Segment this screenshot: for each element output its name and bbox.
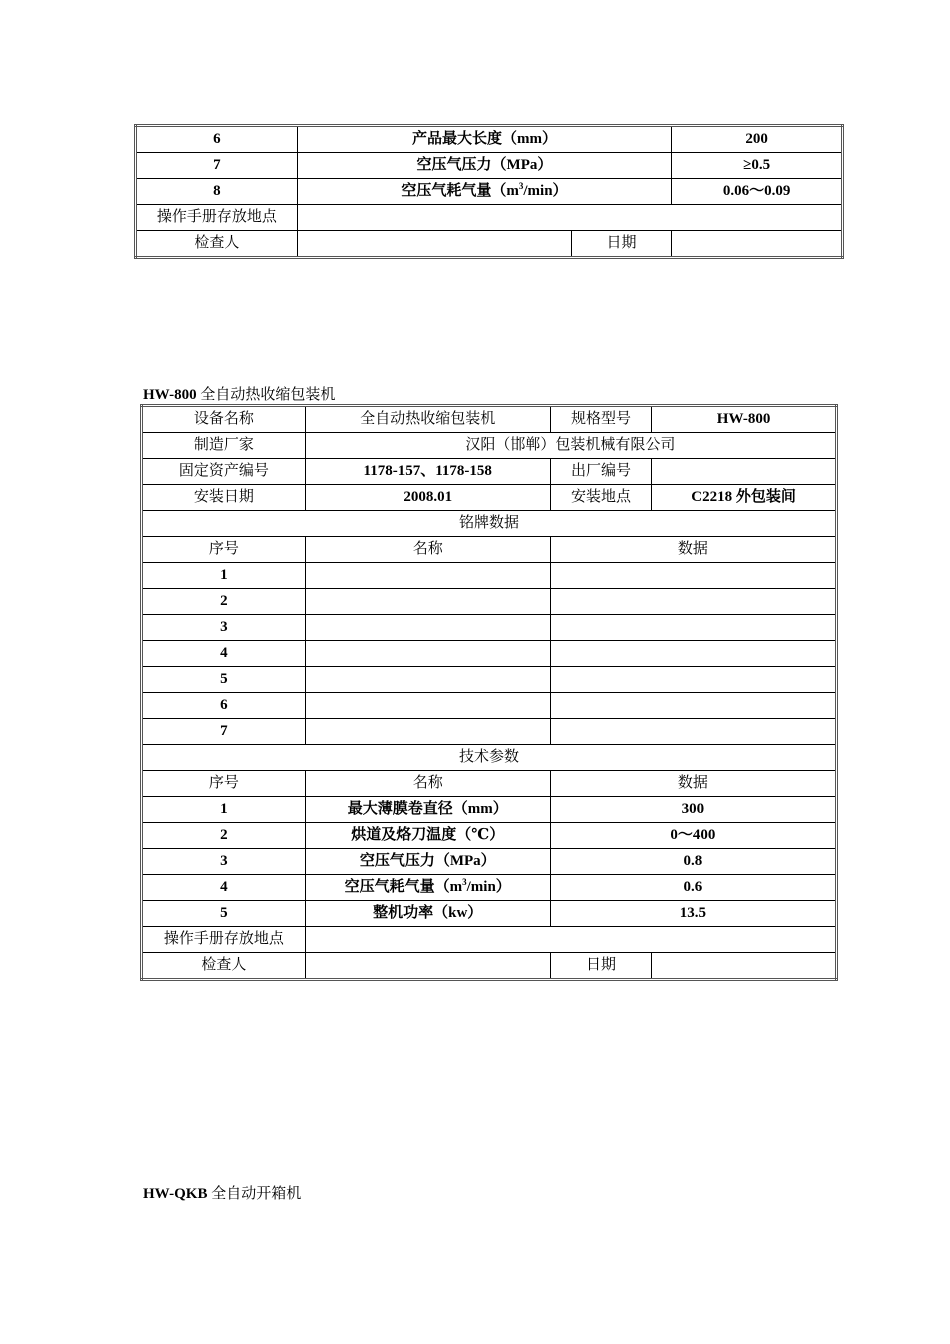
param-value bbox=[550, 563, 836, 589]
section-heading bbox=[143, 1182, 301, 1203]
table-row bbox=[142, 849, 837, 875]
param-name: 空压气压力（MPa） bbox=[297, 153, 672, 179]
param-value bbox=[550, 667, 836, 693]
row-number: 3 bbox=[142, 849, 306, 875]
table-row bbox=[142, 667, 837, 693]
col-header-name: 名称 bbox=[305, 771, 550, 797]
param-value: 0.06～0.09 bbox=[672, 179, 843, 205]
col-header-name: 名称 bbox=[305, 537, 550, 563]
table-row bbox=[136, 126, 843, 153]
inspector-row bbox=[142, 953, 837, 980]
table-row bbox=[142, 459, 837, 485]
param-name: 空压气耗气量$(m^3/\min)$ bbox=[297, 179, 672, 205]
section-heading bbox=[143, 383, 335, 404]
param-name: 烘道及烙刀温度（℃） bbox=[305, 823, 550, 849]
table-row bbox=[142, 797, 837, 823]
table-row bbox=[142, 433, 837, 459]
row-number: 1 bbox=[142, 563, 306, 589]
heading-code: HW-QKB bbox=[143, 1186, 208, 1202]
manual-location-label: 操作手册存放地点 bbox=[142, 927, 306, 953]
col-header-no: 序号 bbox=[142, 537, 306, 563]
equipment-table-continued bbox=[134, 124, 844, 259]
manufacturer-label: 制造厂家 bbox=[142, 433, 306, 459]
param-value bbox=[550, 589, 836, 615]
row-number: 8 bbox=[136, 179, 298, 205]
row-number: 3 bbox=[142, 615, 306, 641]
param-value: 0～400 bbox=[550, 823, 836, 849]
column-header-row bbox=[142, 771, 837, 797]
row-number: 1 bbox=[142, 797, 306, 823]
column-header-row bbox=[142, 537, 837, 563]
row-number: 6 bbox=[136, 126, 298, 153]
table-row bbox=[136, 179, 843, 205]
param-name: 产品最大长度（mm） bbox=[297, 126, 672, 153]
row-number: 5 bbox=[142, 901, 306, 927]
device-name-label: 设备名称 bbox=[142, 406, 306, 433]
manufacturer-value: 汉阳（邯郸）包装机械有限公司 bbox=[305, 433, 836, 459]
install-location-value: C2218 外包装间 bbox=[652, 485, 837, 511]
manual-location-value bbox=[305, 927, 836, 953]
col-header-data: 数据 bbox=[550, 537, 836, 563]
table-row bbox=[142, 563, 837, 589]
param-name: 空压气耗气量$(m^3/\min)$ bbox=[305, 875, 550, 901]
param-name bbox=[305, 641, 550, 667]
param-value bbox=[550, 693, 836, 719]
param-value: 0.6 bbox=[550, 875, 836, 901]
table-row bbox=[142, 641, 837, 667]
row-number: 2 bbox=[142, 589, 306, 615]
param-name bbox=[305, 615, 550, 641]
table-row bbox=[142, 615, 837, 641]
manual-location-row bbox=[142, 927, 837, 953]
table-row bbox=[142, 901, 837, 927]
section-row bbox=[142, 745, 837, 771]
date-value bbox=[672, 231, 843, 258]
row-number: 2 bbox=[142, 823, 306, 849]
table-row bbox=[142, 823, 837, 849]
inspector-value bbox=[297, 231, 571, 258]
param-name bbox=[305, 667, 550, 693]
inspector-value bbox=[305, 953, 550, 980]
equipment-table-hw800 bbox=[140, 404, 838, 981]
param-name bbox=[305, 563, 550, 589]
date-value bbox=[652, 953, 837, 980]
nameplate-section-title: 铭牌数据 bbox=[142, 511, 837, 537]
manual-location-row bbox=[136, 205, 843, 231]
heading-code: HW-800 bbox=[143, 387, 197, 403]
param-value: 200 bbox=[672, 126, 843, 153]
manual-location-label: 操作手册存放地点 bbox=[136, 205, 298, 231]
heading-text: 全自动热收缩包装机 bbox=[200, 387, 336, 403]
section-row bbox=[142, 511, 837, 537]
table-row bbox=[142, 719, 837, 745]
install-date-label: 安装日期 bbox=[142, 485, 306, 511]
install-location-label: 安装地点 bbox=[550, 485, 651, 511]
param-value bbox=[550, 719, 836, 745]
param-name: 空压气压力（MPa） bbox=[305, 849, 550, 875]
inspector-label: 检查人 bbox=[142, 953, 306, 980]
heading-text: 全自动开箱机 bbox=[211, 1186, 302, 1202]
tech-section-title: 技术参数 bbox=[142, 745, 837, 771]
asset-no-label: 固定资产编号 bbox=[142, 459, 306, 485]
table-row bbox=[142, 485, 837, 511]
row-number: 4 bbox=[142, 875, 306, 901]
date-label: 日期 bbox=[571, 231, 671, 258]
inspector-row bbox=[136, 231, 843, 258]
manual-location-value bbox=[297, 205, 842, 231]
table-row bbox=[142, 406, 837, 433]
param-name bbox=[305, 589, 550, 615]
row-number: 5 bbox=[142, 667, 306, 693]
factory-no-label: 出厂编号 bbox=[550, 459, 651, 485]
model-value: HW-800 bbox=[652, 406, 837, 433]
asset-no-value: 1178-157、1178-158 bbox=[305, 459, 550, 485]
param-value: 300 bbox=[550, 797, 836, 823]
row-number: 7 bbox=[142, 719, 306, 745]
table-row bbox=[142, 589, 837, 615]
param-value: ≥0.5 bbox=[672, 153, 843, 179]
model-label: 规格型号 bbox=[550, 406, 651, 433]
date-label: 日期 bbox=[550, 953, 651, 980]
param-value bbox=[550, 641, 836, 667]
col-header-data: 数据 bbox=[550, 771, 836, 797]
param-value: 0.8 bbox=[550, 849, 836, 875]
row-number: 6 bbox=[142, 693, 306, 719]
param-value: 13.5 bbox=[550, 901, 836, 927]
row-number: 4 bbox=[142, 641, 306, 667]
inspector-label: 检查人 bbox=[136, 231, 298, 258]
param-name: 最大薄膜卷直径（mm） bbox=[305, 797, 550, 823]
table-row bbox=[142, 875, 837, 901]
param-name bbox=[305, 719, 550, 745]
param-value bbox=[550, 615, 836, 641]
table-row bbox=[142, 693, 837, 719]
col-header-no: 序号 bbox=[142, 771, 306, 797]
param-name: 整机功率（kw） bbox=[305, 901, 550, 927]
factory-no-value bbox=[652, 459, 837, 485]
table-row bbox=[136, 153, 843, 179]
param-name bbox=[305, 693, 550, 719]
install-date-value: 2008.01 bbox=[305, 485, 550, 511]
device-name-value: 全自动热收缩包装机 bbox=[305, 406, 550, 433]
row-number: 7 bbox=[136, 153, 298, 179]
